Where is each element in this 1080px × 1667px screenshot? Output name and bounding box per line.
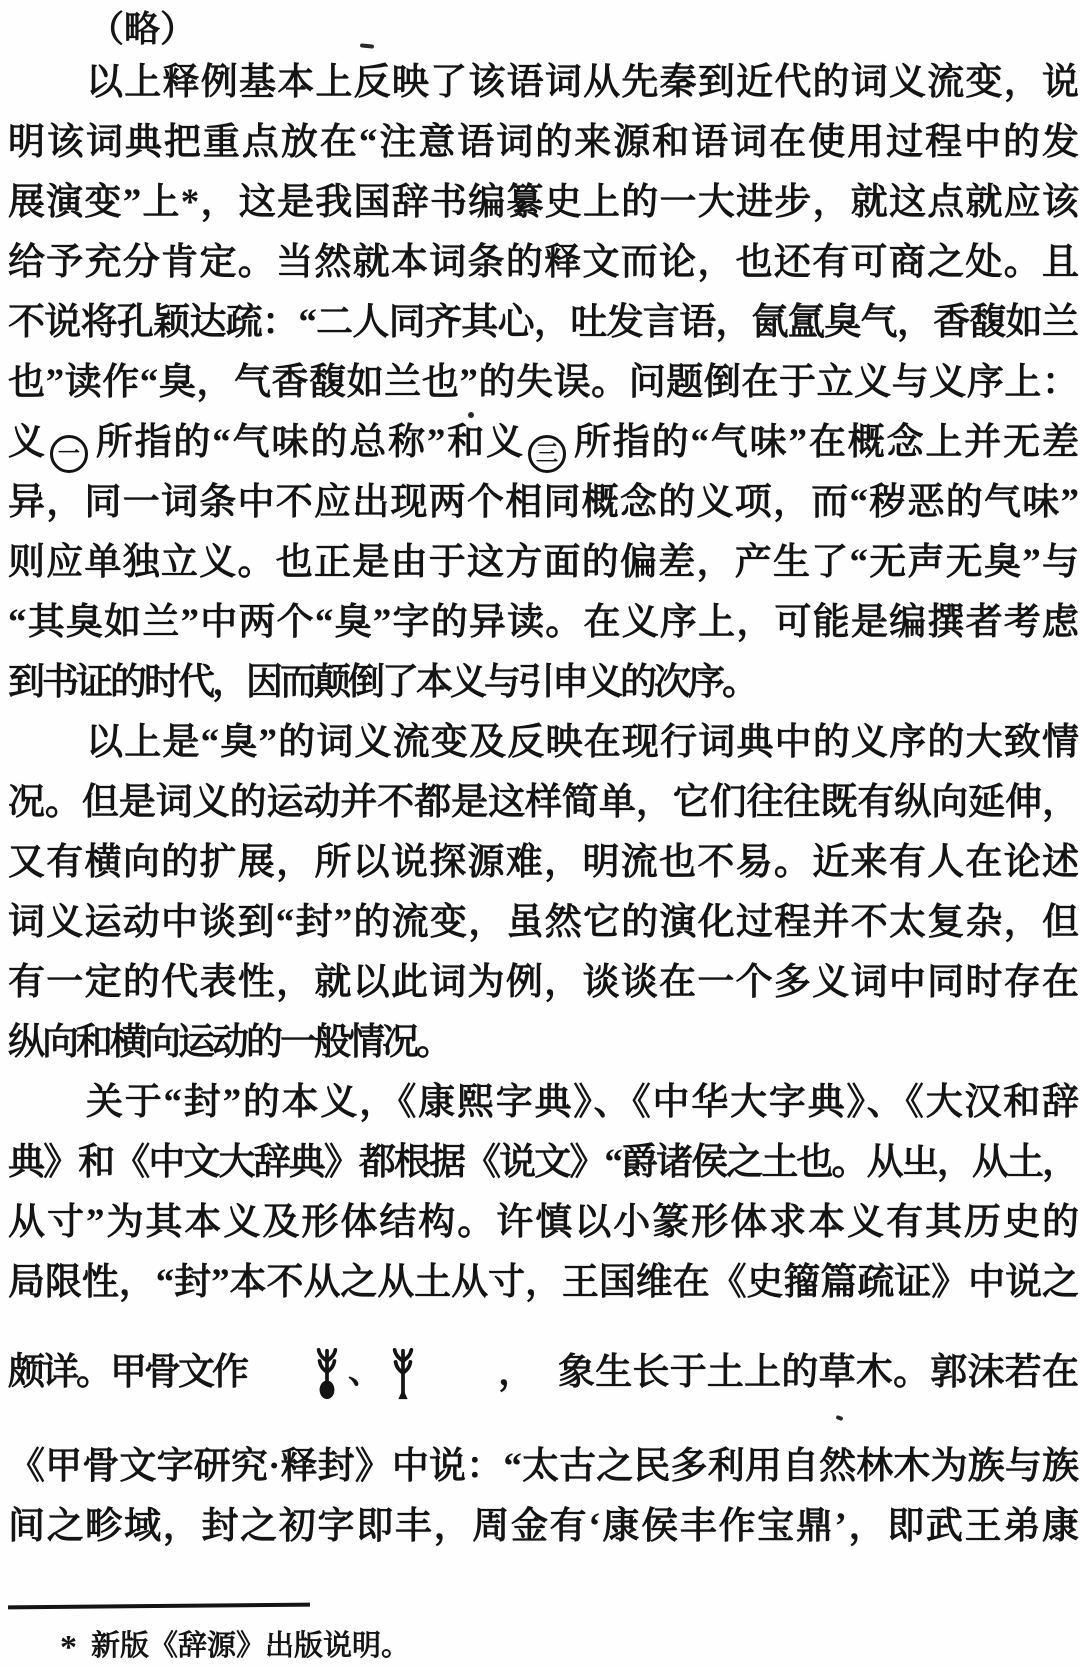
text-line-sense-numbers — [8, 416, 1076, 470]
oracle-bone-feng-mound-icon — [310, 1348, 344, 1400]
oracle-bone-feng-plant-icon — [386, 1348, 420, 1400]
text-line: 以上是“臭”的词义流变及反映在现行词典中的义序的大致情 — [86, 722, 1076, 763]
text-line: 纵向和横向运动的一般情况。 — [8, 1022, 450, 1063]
text-line: “其臭如兰”中两个“臭”字的异读。在义序上，可能是编撰者考虑 — [8, 602, 1076, 643]
sense-number-text: 一 — [57, 441, 80, 466]
text-line-oracle-glyphs — [8, 1346, 1076, 1400]
footnote-text: 新版《辞源》出版说明。 — [91, 1630, 411, 1662]
text-line: 典》和《中文大辞典》都根据《说文》“爵诸侯之土也。从㞢，从土， — [8, 1142, 1076, 1183]
text-line: 词义运动中谈到“封”的流变，虽然它的演化过程并不太复杂，但 — [8, 902, 1076, 943]
text-line: 以上释例基本上反映了该语词从先秦到近代的词义流变，说 — [86, 62, 1076, 103]
text-line: 关于“封”的本义，《康熙字典》、《中华大字典》、《大汉和辞 — [86, 1082, 1076, 1123]
text-line: 到书证的时代，因而颠倒了本义与引申义的次序。 — [8, 662, 756, 703]
text-line: 展演变”上*，这是我国辞书编纂史上的一大进步，就这点就应该 — [8, 182, 1076, 223]
text-line: 局限性，“封”本不从之从土从寸，王国维在《史籀篇疏证》中说之 — [8, 1262, 1076, 1303]
text-segment: 义 — [8, 422, 47, 463]
text-line: 况。但是词义的运动并不都是这样简单，它们往往既有纵向延伸， — [8, 782, 1076, 823]
text-segment: 颇详。甲骨文作 — [8, 1352, 246, 1393]
elided-marker: （略） — [88, 9, 197, 49]
text-line: 不说将孔颖达疏：“二人同齐其心，吐发言语，氤氲臭气，香馥如兰 — [8, 302, 1076, 343]
footnote-asterisk: * — [60, 1629, 77, 1666]
text-segment: ， — [498, 1352, 532, 1393]
text-line: 又有横向的扩展，所以说探源难，明流也不易。近来有人在论述 — [8, 842, 1076, 883]
sense-number-text: 三 — [536, 441, 559, 466]
text-line: 明该词典把重点放在“注意语词的来源和语词在使用过程中的发 — [8, 122, 1076, 163]
circled-sense-number-1 — [50, 435, 88, 473]
text-line: 则应单独立义。也正是由于这方面的偏差，产生了“无声无臭”与 — [8, 542, 1076, 583]
scan-speck — [360, 43, 374, 48]
text-segment: 所指的“气味”在概念上并无差 — [569, 422, 1077, 463]
enumeration-comma: 、 — [348, 1354, 382, 1391]
text-line: 《甲骨文字研究·释封》中说：“太古之民多利用自然林木为族与族 — [8, 1446, 1076, 1487]
text-line: 给予充分肯定。当然就本词条的释文而论，也还有可商之处。且 — [8, 242, 1076, 283]
oracle-glyph-group — [310, 1346, 420, 1400]
text-line: 也”读作“臭，气香馥如兰也”的失误。问题倒在于立义与义序上： — [8, 362, 1076, 403]
text-line: 间之畛域，封之初字即丰，周金有‘康侯丰作宝鼎’，即武王弟康 — [8, 1506, 1076, 1547]
footnote-divider — [8, 1603, 310, 1610]
text-line: 有一定的代表性，就以此词为例，谈谈在一个多义词中同时存在 — [8, 962, 1076, 1003]
text-line: 从寸”为其本义及形体结构。许慎以小篆形体求本义有其历史的 — [8, 1202, 1076, 1243]
text-line: 异，同一词条中不应出现两个相同概念的义项，而“秽恶的气味” — [8, 482, 1076, 523]
circled-sense-number-3 — [528, 435, 566, 473]
text-segment: 所指的“气味的总称”和义 — [90, 422, 526, 463]
scan-speck — [836, 1415, 844, 1421]
footnote — [60, 1626, 410, 1666]
text-segment: 象生长于土上的草木。郭沫若在 — [558, 1352, 1076, 1393]
